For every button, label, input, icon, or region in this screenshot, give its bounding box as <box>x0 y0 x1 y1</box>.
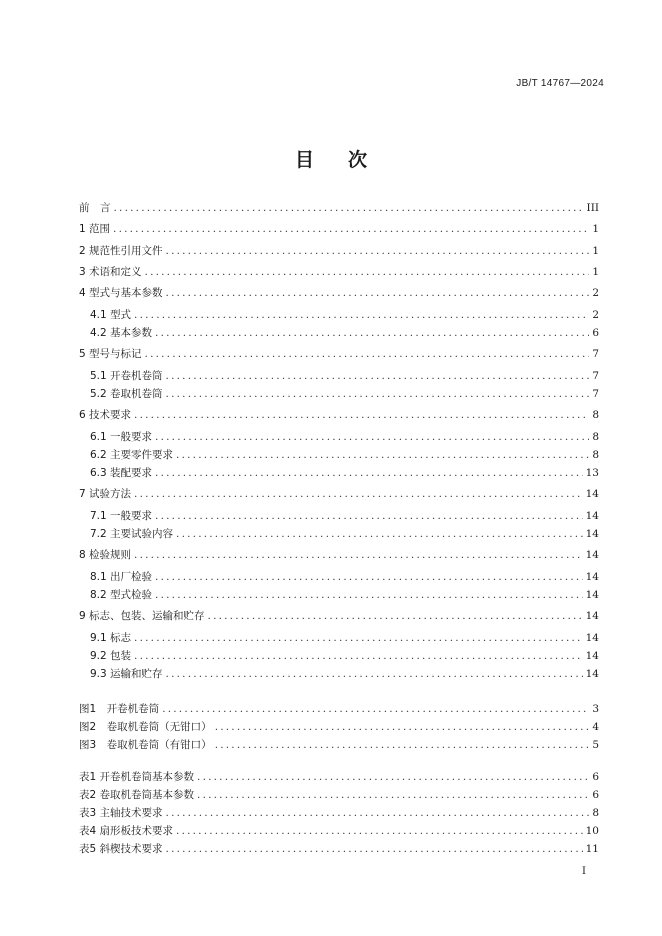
toc-entry-label: 表4 扇形板技术要求 <box>79 825 174 837</box>
toc-leader-dots <box>134 548 583 562</box>
toc-leader-dots <box>215 738 590 752</box>
toc-entry-page: 1 <box>592 266 599 278</box>
toc-entry-page: 14 <box>585 668 599 680</box>
toc-leader-dots <box>197 770 589 784</box>
toc-entry-page: 1 <box>592 223 599 235</box>
toc-entry[interactable] <box>79 609 599 623</box>
toc-entry-page: 2 <box>592 287 599 299</box>
toc-leader-dots <box>134 308 589 322</box>
toc-leader-dots <box>155 509 583 523</box>
toc-entry-preface[interactable] <box>79 201 599 215</box>
toc-leader-dots <box>145 265 590 279</box>
toc-entry-page: 13 <box>585 467 599 479</box>
toc-leader-dots <box>155 570 583 584</box>
toc-leader-dots <box>166 369 590 383</box>
toc-entry-label: 4 型式与基本参数 <box>79 287 163 299</box>
toc-subentry[interactable] <box>90 527 599 541</box>
page-title <box>0 145 662 172</box>
toc-subentry[interactable] <box>90 588 599 602</box>
standard-code: JB/T 14767—2024 <box>516 78 604 89</box>
toc-entry-page: 14 <box>585 510 599 522</box>
toc-subentry[interactable] <box>90 570 599 584</box>
toc-leader-dots <box>162 702 589 716</box>
toc-entry-page: 7 <box>592 348 599 360</box>
page-number: I <box>582 866 586 877</box>
toc-entry-label: 9.2 包装 <box>90 650 132 662</box>
toc-entry-label: 2 规范性引用文件 <box>79 245 163 257</box>
toc-entry-label: 6 技术要求 <box>79 409 132 421</box>
toc-leader-dots <box>176 448 589 462</box>
toc-figure-entry[interactable] <box>79 738 599 752</box>
toc-entry-label: 前 言 <box>79 202 111 214</box>
toc-entry-page: 8 <box>592 807 599 819</box>
toc-entry-label: 9.1 标志 <box>90 632 132 644</box>
toc-entry-label: 9.3 运输和贮存 <box>90 668 163 680</box>
toc-entry-page: 14 <box>585 488 599 500</box>
toc-entry-page: 8 <box>592 449 599 461</box>
toc-entry-label: 表5 斜楔技术要求 <box>79 843 163 855</box>
toc-subentry[interactable] <box>90 649 599 663</box>
toc-entry-label: 图3 卷取机卷筒（有钳口） <box>79 739 212 751</box>
toc-leader-dots <box>166 244 590 258</box>
toc-subentry[interactable] <box>90 631 599 645</box>
toc-leader-dots <box>134 649 583 663</box>
toc-leader-dots <box>155 466 583 480</box>
toc-entry[interactable] <box>79 286 599 300</box>
toc-entry-label: 图2 卷取机卷筒（无钳口） <box>79 721 212 733</box>
toc-entry-page: 4 <box>592 721 599 733</box>
toc-figure-entry[interactable] <box>79 720 599 734</box>
title-char-2: 次 <box>348 149 368 171</box>
toc-entry[interactable] <box>79 222 599 236</box>
toc-entry-label: 4.2 基本参数 <box>90 327 153 339</box>
toc-table-entry[interactable] <box>79 824 599 838</box>
toc-entry-page: 7 <box>592 388 599 400</box>
toc-entry-page: III <box>586 202 599 214</box>
toc-table-entry[interactable] <box>79 770 599 784</box>
toc-figure-entry[interactable] <box>79 702 599 716</box>
toc-entry-label: 9 标志、包装、运输和贮存 <box>79 610 205 622</box>
toc-leader-dots <box>114 201 584 215</box>
toc-leader-dots <box>155 430 589 444</box>
toc-leader-dots <box>155 326 589 340</box>
toc-entry-page: 2 <box>592 309 599 321</box>
toc-entry-page: 6 <box>592 789 599 801</box>
toc-entry-page: 14 <box>585 589 599 601</box>
toc-leader-dots <box>134 487 583 501</box>
toc-entry-label: 6.2 主要零件要求 <box>90 449 174 461</box>
toc-leader-dots <box>197 788 589 802</box>
toc-subentry[interactable] <box>90 509 599 523</box>
toc-entry[interactable] <box>79 347 599 361</box>
toc-table-entry[interactable] <box>79 842 599 856</box>
toc-entry-label: 7.2 主要试验内容 <box>90 528 174 540</box>
toc-entry-page: 14 <box>585 528 599 540</box>
toc-leader-dots <box>176 527 583 541</box>
toc-entry-label: 4.1 型式 <box>90 309 132 321</box>
toc-entry-page: 14 <box>585 650 599 662</box>
toc-leader-dots <box>134 408 589 422</box>
toc-leader-dots <box>166 806 590 820</box>
toc-subentry[interactable] <box>90 667 599 681</box>
toc-subentry[interactable] <box>90 308 599 322</box>
toc-leader-dots <box>215 720 590 734</box>
toc-subentry[interactable] <box>90 430 599 444</box>
toc-entry-page: 10 <box>585 825 599 837</box>
toc-leader-dots <box>208 609 583 623</box>
toc-leader-dots <box>145 347 590 361</box>
toc-entry-page: 5 <box>592 739 599 751</box>
toc-entry-label: 8.1 出厂检验 <box>90 571 153 583</box>
toc-entry-label: 7.1 一般要求 <box>90 510 153 522</box>
toc-leader-dots <box>166 387 590 401</box>
toc-entry-page: 14 <box>585 571 599 583</box>
toc-table-entry[interactable] <box>79 806 599 820</box>
toc-subentry[interactable] <box>90 448 599 462</box>
toc-subentry[interactable] <box>90 326 599 340</box>
toc-entry-page: 11 <box>585 843 599 855</box>
toc-entry[interactable] <box>79 487 599 501</box>
toc-leader-dots <box>113 222 589 236</box>
toc-entry-label: 5.1 开卷机卷筒 <box>90 370 163 382</box>
toc-entry-label: 8.2 型式检验 <box>90 589 153 601</box>
toc-entry-label: 5.2 卷取机卷筒 <box>90 388 163 400</box>
title-char-1: 目 <box>294 149 314 171</box>
toc-entry-label: 表1 开卷机卷筒基本参数 <box>79 771 195 783</box>
toc-entry-label: 1 范围 <box>79 223 111 235</box>
toc-entry-page: 7 <box>592 370 599 382</box>
toc-entry-page: 14 <box>585 549 599 561</box>
toc-entry-page: 6 <box>592 327 599 339</box>
toc-entry-page: 8 <box>592 431 599 443</box>
toc-table-entry[interactable] <box>79 788 599 802</box>
toc-entry-page: 6 <box>592 771 599 783</box>
toc-entry-label: 3 术语和定义 <box>79 266 142 278</box>
toc-entry-page: 8 <box>592 409 599 421</box>
toc-entry-label: 表3 主轴技术要求 <box>79 807 163 819</box>
toc-leader-dots <box>176 824 583 838</box>
toc-entry[interactable] <box>79 408 599 422</box>
toc-entry-page: 1 <box>592 245 599 257</box>
toc-leader-dots <box>166 286 590 300</box>
toc-subentry[interactable] <box>90 466 599 480</box>
toc-entry-label: 图1 开卷机卷筒 <box>79 703 160 715</box>
toc-entry-label: 8 检验规则 <box>79 549 132 561</box>
toc-subentry[interactable] <box>90 387 599 401</box>
toc-leader-dots <box>166 667 583 681</box>
toc-entry[interactable] <box>79 548 599 562</box>
toc-entry-label: 6.1 一般要求 <box>90 431 153 443</box>
toc-entry-label: 6.3 装配要求 <box>90 467 153 479</box>
toc-entry[interactable] <box>79 244 599 258</box>
toc-entry-page: 14 <box>585 610 599 622</box>
toc-entry[interactable] <box>79 265 599 279</box>
toc-leader-dots <box>166 842 583 856</box>
toc-entry-page: 14 <box>585 632 599 644</box>
toc-entry-label: 5 型号与标记 <box>79 348 142 360</box>
toc-entry-label: 7 试验方法 <box>79 488 132 500</box>
toc-entry-label: 表2 卷取机卷筒基本参数 <box>79 789 195 801</box>
toc-entry-page: 3 <box>592 703 599 715</box>
toc-leader-dots <box>155 588 583 602</box>
toc-subentry[interactable] <box>90 369 599 383</box>
toc-leader-dots <box>134 631 583 645</box>
